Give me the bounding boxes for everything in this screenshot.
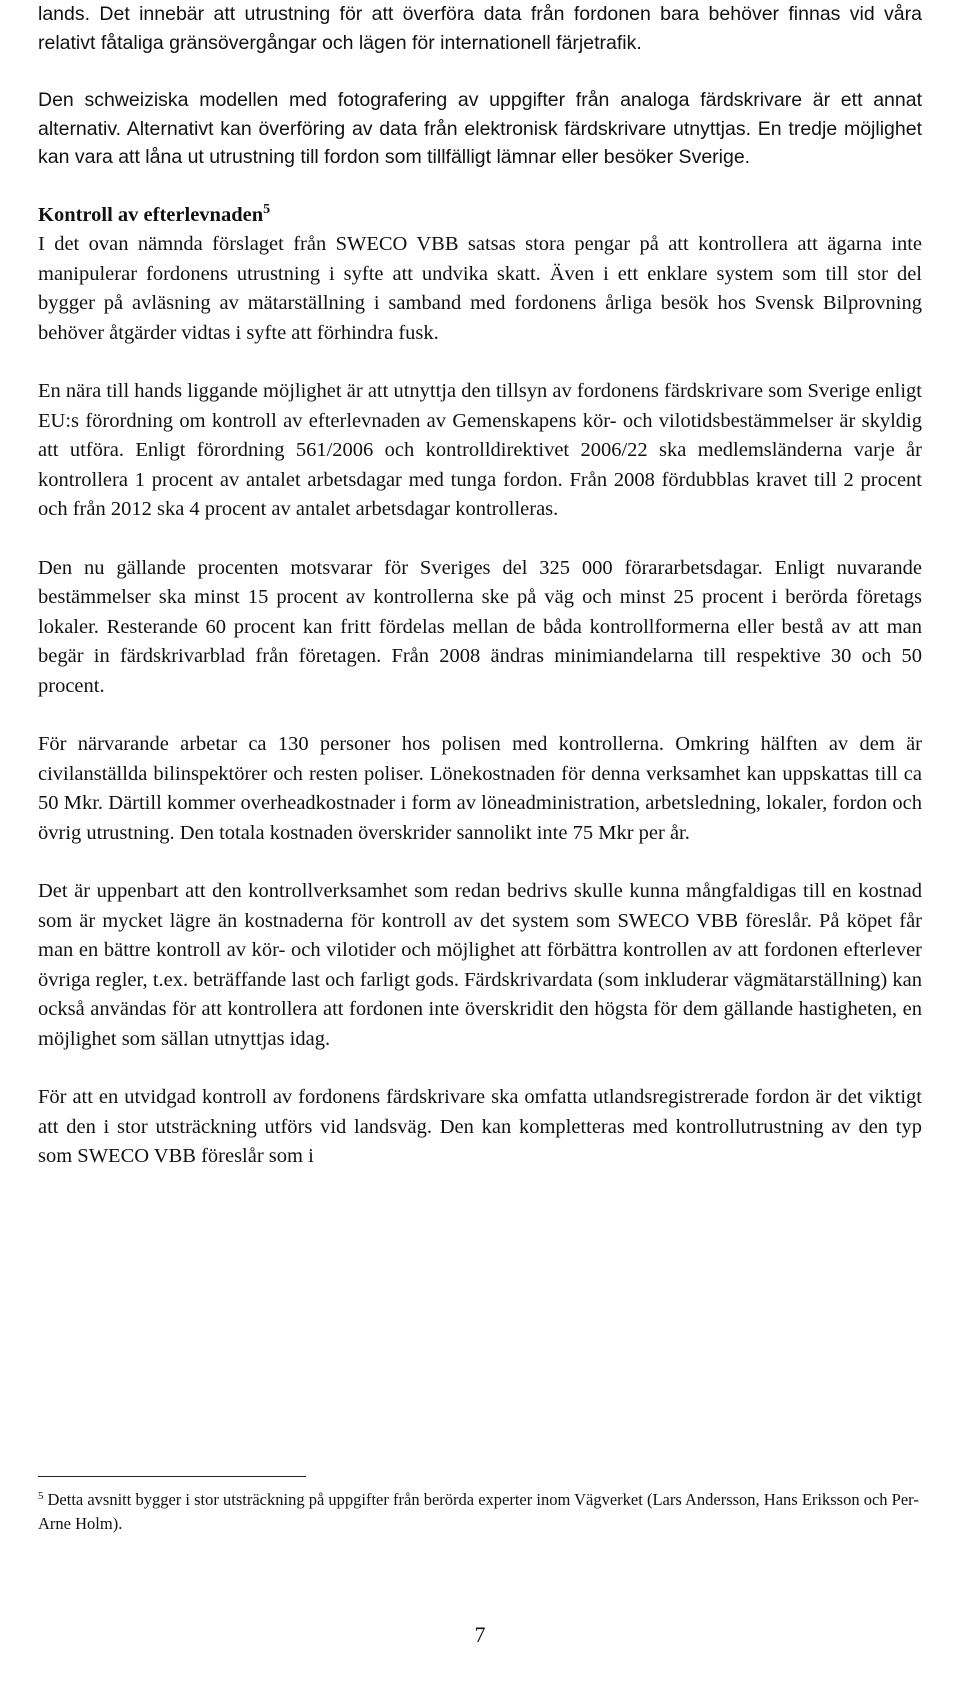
paragraph-lands: lands. Det innebär att utrustning för att överföra data från fordonen bara behöver finnas vid våra relativt fåtaliga gränsövergångar och lägen för internationell färjetrafik. <box>38 3 922 54</box>
paragraph-tillsyn-fardskrivare: En nära till hands liggande möjlighet är att utnyttja den tillsyn av fordonens färdskrivare som Sverige enligt EU:s förordning om kontroll av efterlevnaden av Gemenskapens kör- och vilotidsbestämmelser är skyldig att utföra. Enligt förordning 561/2006 och kontrolldirektivet 2006/22 ska medlemsländerna varje år kontrollera 1 procent av antalet arbetsdagar med tunga fordon. Från 2008 fördubblas kravet till 2 procent och från 2012 ska 4 procent av antalet arbetsdagar kontrolleras. <box>38 380 922 520</box>
section-heading <box>38 201 922 231</box>
paragraph-gallande-procenten: Den nu gällande procenten motsvarar för Sveriges del 325 000 förararbetsdagar. Enligt nuvarande bestämmelser ska minst 15 procent av kontrollerna ske på väg och minst 25 procent i berörda företags lokaler. Resterande 60 procent kan fritt fördelas mellan de båda kontrollformerna eller bestå av att man begär in färdskrivarblad från företagen. Från 2008 ändras minimiandelarna till respektive 30 och 50 procent. <box>38 556 922 697</box>
footnote-text: Detta avsnitt bygger i stor utsträckning på uppgifter från berörda experter inom Vägverket (Lars Andersson, Hans Eriksson och Per-Arne Holm). <box>38 1490 919 1533</box>
document-page <box>38 0 922 1172</box>
footnote-ref: 5 <box>263 201 271 217</box>
page-number: 7 <box>474 1622 486 1647</box>
paragraph-sweco-forslag: I det ovan nämnda förslaget från SWECO VBB satsas stora pengar på att kontrollera att ägarna inte manipulerar fordonens utrustning i syfte att undvika skatt. Även i ett enklare system som till stor del bygger på avläsning av mätarställning i samband med fordonens årliga besök hos Svensk Bilprovning behöver åtgärder vidtas i syfte att förhindra fusk. <box>38 233 922 344</box>
paragraph-personer-polisen: För närvarande arbetar ca 130 personer hos polisen med kontrollerna. Omkring hälften av dem är civilanställda bilinspektörer och resten poliser. Lönekostnaden för denna verksamhet kan uppskattas till ca 50 Mkr. Därtill kommer overheadkostnader i form av löneadministration, arbetsledning, lokaler, fordon och övrig utrustning. Den totala kostnaden överskrider sannolikt inte 75 Mkr per år. <box>38 733 922 844</box>
footnote-marker: 5 <box>38 1489 44 1502</box>
paragraph-schweiziska-modellen: Den schweiziska modellen med fotografering av uppgifter från analoga färdskrivare är ett annat alternativ. Alternativt kan överföring av data från elektronisk färdskrivare utnyttjas. En tredje möjlighet kan vara att låna ut utrustning till fordon som tillfälligt lämnar eller besöker Sverige. <box>38 89 922 168</box>
footnote-separator <box>38 1476 306 1477</box>
footnote <box>38 1488 922 1536</box>
paragraph-utvidgad-kontroll: För att en utvidgad kontroll av fordonens färdskrivare ska omfatta utlandsregistrerade fordon är det viktigt att den i stor utsträckning utförs vid landsväg. Den kan kompletteras med kontrollutrustning av den typ som SWECO VBB föreslår som i <box>38 1086 922 1167</box>
section-kontroll <box>38 201 922 349</box>
paragraph-kontrollverksamhet: Det är uppenbart att den kontrollverksamhet som redan bedrivs skulle kunna mångfaldigas till en kostnad som är mycket lägre än kostnaderna för kontroll av det system som SWECO VBB föreslår. På köpet får man en bättre kontroll av kör- och vilotider och möjlighet att förbättra kontrollen av att fordonen efterlever övriga regler, t.ex. beträffande last och farligt gods. Färdskrivardata (som inkluderar vägmätarställning) kan också användas för att kontrollera att fordonen inte överskridit den högsta för dem gällande hastigheten, en möjlighet som sällan utnyttjas idag. <box>38 880 922 1050</box>
section-heading-text: Kontroll av efterlevnaden <box>38 203 264 226</box>
